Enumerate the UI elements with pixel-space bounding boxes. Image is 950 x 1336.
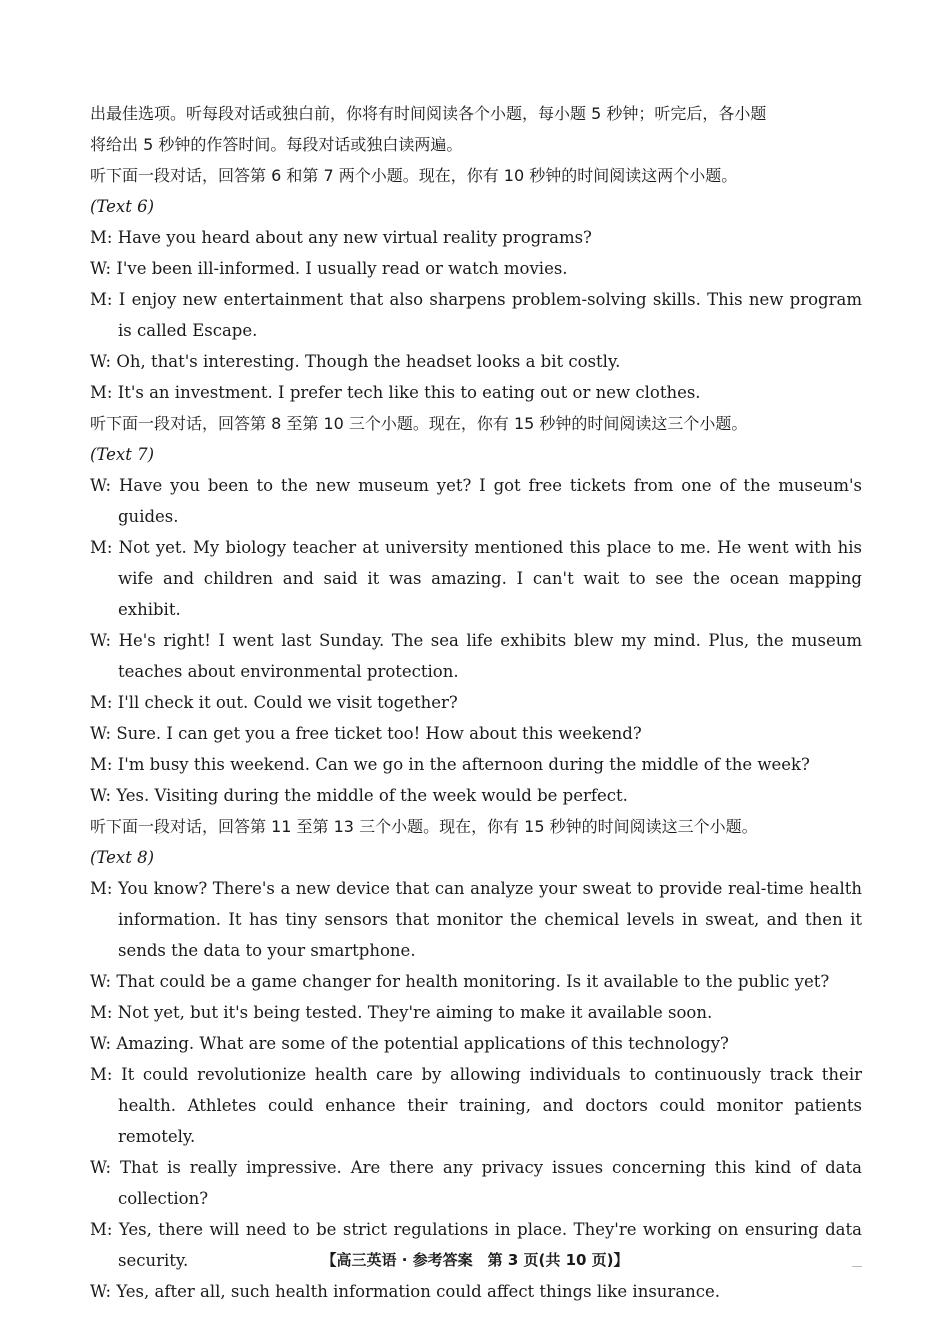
section-instruction: 听下面一段对话，回答第 11 至第 13 三个小题。现在，你有 15 秒钟的时间阅读这三个小题。: [90, 817, 758, 836]
corner-mark: [852, 1266, 862, 1267]
dialogue-line: M: It's an investment. I prefer tech like this to eating out or new clothes.: [90, 383, 701, 402]
intro-line: 将给出 5 秒钟的作答时间。每段对话或独白读两遍。: [90, 135, 463, 154]
dialogue-line: W: I've been ill-informed. I usually read or watch movies.: [90, 259, 568, 278]
dialogue-line: M: It could revolutionize health care by allowing individuals to continuously track their health. Athletes could enhance their training, and doctors could monitor patients remotely.: [90, 1065, 862, 1146]
dialogue-line: M: Not yet. My biology teacher at university mentioned this place to me. He went with his wife and children and said it was amazing. I can't wait to see the ocean mapping exhibit.: [90, 538, 862, 619]
page-footer: 【高三英语 · 参考答案 第 3 页(共 10 页)】: [321, 1251, 629, 1269]
dialogue-line: W: That is really impressive. Are there any privacy issues concerning this kind of data collection?: [90, 1158, 862, 1208]
dialogue-line: M: Not yet, but it's being tested. They're aiming to make it available soon.: [90, 1003, 713, 1022]
dialogue-line: W: He's right! I went last Sunday. The sea life exhibits blew my mind. Plus, the museum teaches about environmental protection.: [90, 631, 862, 681]
dialogue-line: M: Have you heard about any new virtual reality programs?: [90, 228, 592, 247]
text-label: (Text 6): [90, 197, 155, 216]
section-instruction: 听下面一段对话，回答第 8 至第 10 三个小题。现在，你有 15 秒钟的时间阅读这三个小题。: [90, 414, 748, 433]
dialogue-line: M: I'm busy this weekend. Can we go in the afternoon during the middle of the week?: [90, 755, 810, 774]
text-label: (Text 8): [90, 848, 155, 867]
dialogue-line: M: You know? There's a new device that can analyze your sweat to provide real-time health information. It has tiny sensors that monitor the chemical levels in sweat, and then it sends the data to your smartphone.: [90, 879, 862, 960]
dialogue-line: W: Yes. Visiting during the middle of the week would be perfect.: [90, 786, 628, 805]
dialogue-line: M: I enjoy new entertainment that also sharpens problem-solving skills. This new program is called Escape.: [90, 290, 862, 340]
dialogue-line: W: That could be a game changer for health monitoring. Is it available to the public yet?: [90, 972, 830, 991]
section-instruction: 听下面一段对话，回答第 6 和第 7 两个小题。现在，你有 10 秒钟的时间阅读这两个小题。: [90, 166, 738, 185]
dialogue-line: M: Yes, there will need to be strict regulations in place. They're working on ensuring data security.: [90, 1220, 862, 1270]
dialogue-line: W: Yes, after all, such health information could affect things like insurance.: [90, 1282, 721, 1301]
dialogue-line: W: Have you been to the new museum yet? I got free tickets from one of the museum's guides.: [90, 476, 862, 526]
dialogue-line: W: Amazing. What are some of the potential applications of this technology?: [90, 1034, 729, 1053]
intro-line: 出最佳选项。听每段对话或独白前，你将有时间阅读各个小题，每小题 5 秒钟；听完后，各小题: [90, 104, 767, 123]
text-label: (Text 7): [90, 445, 155, 464]
dialogue-line: M: I'll check it out. Could we visit together?: [90, 693, 458, 712]
dialogue-line: W: Oh, that's interesting. Though the headset looks a bit costly.: [90, 352, 621, 371]
dialogue-line: W: Sure. I can get you a free ticket too! How about this weekend?: [90, 724, 642, 743]
page-content: [90, 98, 862, 1307]
